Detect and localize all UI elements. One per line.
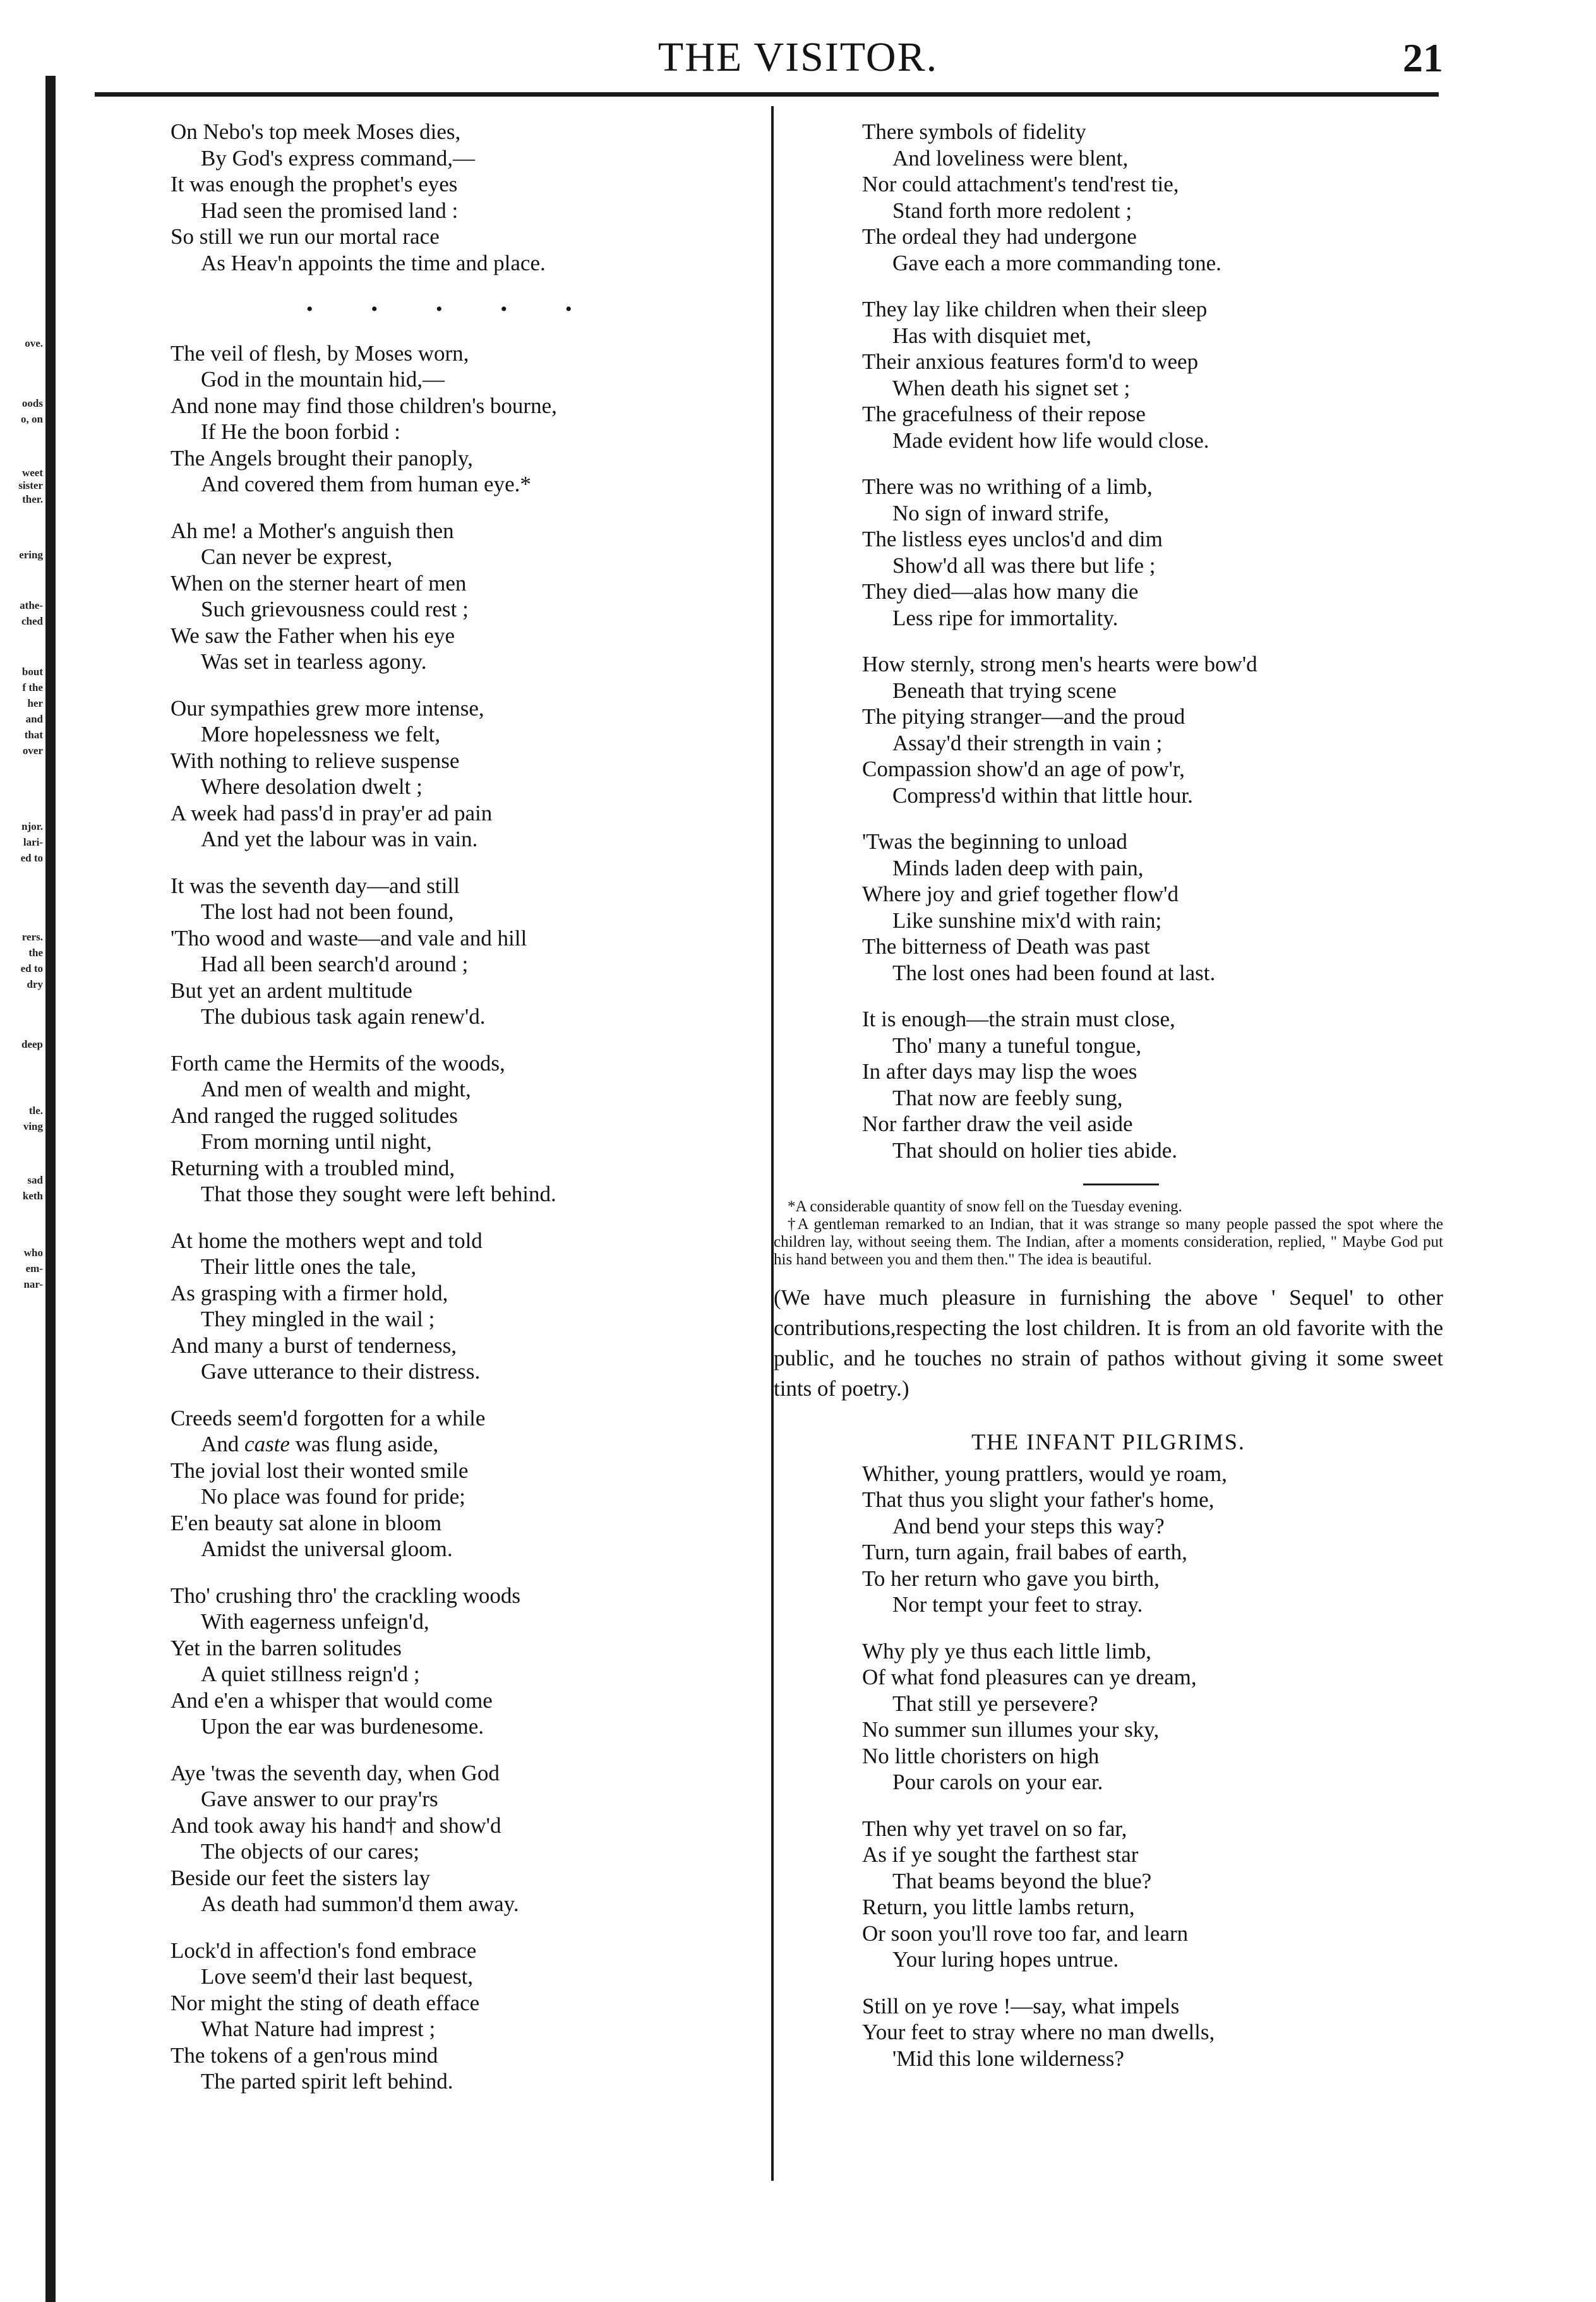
verse-line: There symbols of fidelity (862, 119, 1086, 144)
sequel-poem-continued (862, 119, 1456, 1163)
verse-line: With nothing to relieve suspense (171, 748, 460, 773)
verse-line: Returning with a troubled mind, (171, 1155, 455, 1180)
stanza (171, 1405, 758, 1562)
verse-line: No place was found for pride; (201, 1484, 465, 1509)
column-divider (771, 106, 774, 2181)
verse-line: So still we run our mortal race (171, 224, 440, 249)
verse-line: 'Tho wood and waste—and vale and hill (171, 925, 527, 950)
gutter-fragment: njor. (21, 820, 43, 832)
verse-line: The dubious task again renew'd. (201, 1004, 486, 1029)
infant-pilgrims-poem (862, 1461, 1456, 2072)
verse-line: The veil of flesh, by Moses worn, (171, 340, 469, 366)
verse-line: And covered them from human eye.* (201, 472, 531, 496)
verse-line: How sternly, strong men's hearts were bow'd (862, 652, 1257, 676)
verse-line: Nor farther draw the veil aside (862, 1112, 1133, 1136)
stanza (862, 1816, 1456, 1973)
verse-line: Can never be exprest, (201, 544, 393, 569)
verse-line: That those they sought were left behind. (201, 1182, 556, 1206)
verse-line: And many a burst of tenderness, (171, 1333, 457, 1358)
verse-line: God in the mountain hid,— (201, 367, 445, 392)
stanza (862, 1993, 1456, 2072)
gutter-fragment: sister (18, 479, 43, 491)
verse-line: And men of wealth and might, (201, 1077, 471, 1101)
page-number: 21 (1403, 35, 1443, 80)
verse-line: The jovial lost their wonted smile (171, 1458, 469, 1483)
gutter-fragment: ther. (22, 493, 43, 505)
verse-line: Love seem'd their last bequest, (201, 1964, 474, 1989)
verse-line: It was the seventh day—and still (171, 873, 460, 898)
verse-line: Gave answer to our pray'rs (201, 1787, 438, 1811)
right-column (774, 119, 1456, 2092)
gutter-fragment: rers. (21, 931, 43, 943)
verse-line: Why ply ye thus each little limb, (862, 1638, 1151, 1664)
gutter-fragment: ched (21, 615, 43, 627)
verse-line: Or soon you'll rove too far, and learn (862, 1921, 1189, 1946)
verse-line: More hopelessness we felt, (201, 722, 441, 746)
verse-line: Nor tempt your feet to stray. (892, 1592, 1143, 1617)
verse-line: Of what fond pleasures can ye dream, (862, 1665, 1197, 1689)
verse-line: As death had summon'd them away. (201, 1891, 519, 1916)
verse-line: Whither, young prattlers, would ye roam, (862, 1461, 1227, 1486)
verse-line: Forth came the Hermits of the woods, (171, 1050, 505, 1076)
verse-line: 'Mid this lone wilderness? (892, 2046, 1124, 2071)
stanza (862, 651, 1456, 808)
verse-line: Turn, turn again, frail babes of earth, (862, 1540, 1187, 1564)
gutter-fragment: em- (25, 1262, 43, 1274)
gutter-fragment: sad (27, 1174, 43, 1186)
verse-line: That still ye persevere? (892, 1691, 1098, 1716)
stanza (862, 1461, 1456, 1618)
verse-line: Our sympathies grew more intense, (171, 695, 484, 721)
gutter-fragments (0, 0, 44, 2302)
stanza (171, 1938, 758, 2095)
left-column (171, 119, 758, 2115)
verse-line: Yet in the barren solitudes (171, 1635, 402, 1660)
poem-title-infant-pilgrims: THE INFANT PILGRIMS. (971, 1429, 1245, 1454)
verse-line: Made evident how life would close. (892, 428, 1209, 453)
verse-line: Minds laden deep with pain, (892, 855, 1144, 880)
stanza (862, 474, 1456, 631)
verse-line: Had seen the promised land : (201, 198, 459, 223)
stanza (171, 1760, 758, 1917)
verse-line: As Heav'n appoints the time and place. (201, 250, 546, 275)
gutter-fragment: who (23, 1247, 43, 1259)
gutter-fragment: f the (22, 681, 43, 693)
gutter-fragment: o, on (21, 413, 43, 425)
stanza (171, 518, 758, 675)
verse-line: From morning until night, (201, 1129, 432, 1154)
verse-line: The pitying stranger—and the proud (862, 704, 1185, 729)
verse-line: And e'en a whisper that would come (171, 1688, 493, 1713)
verse-line: And loveliness were blent, (892, 145, 1129, 171)
verse-line: The lost had not been found, (201, 899, 454, 924)
gutter-fragment: the (28, 947, 43, 959)
verse-line: Such grievousness could rest ; (201, 597, 469, 621)
verse-line: But yet an ardent multitude (171, 978, 412, 1003)
verse-line: Nor could attachment's tend'rest tie, (862, 172, 1179, 196)
stanza (171, 1583, 758, 1740)
verse-line: The tokens of a gen'rous mind (171, 2042, 438, 2068)
gutter-fragment: ering (19, 549, 43, 561)
verse-line: Your luring hopes untrue. (892, 1947, 1119, 1972)
binding-spine (45, 76, 56, 2302)
gutter-fragment: weet (21, 467, 43, 479)
gutter-fragment: athe- (20, 599, 43, 611)
gutter-fragment: ove. (25, 337, 43, 349)
verse-line: Tho' crushing thro' the crackling woods (171, 1583, 521, 1608)
verse-line: Ah me! a Mother's anguish then (171, 518, 454, 543)
verse-line: Amidst the universal gloom. (201, 1537, 453, 1561)
verse-line: Your feet to stray where no man dwells, (862, 2020, 1215, 2044)
verse-line: A week had pass'd in pray'er ad pain (171, 800, 493, 825)
gutter-fragment: oods (21, 397, 43, 409)
footnotes (774, 1198, 1443, 1269)
verse-line: A quiet stillness reign'd ; (201, 1662, 420, 1686)
stanza (862, 829, 1456, 986)
stanza (171, 119, 758, 276)
verse-line: Beneath that trying scene (892, 678, 1117, 703)
verse-line: And caste was flung aside, (201, 1432, 439, 1456)
verse-line: The Angels brought their panoply, (171, 445, 473, 471)
verse-line: Their anxious features form'd to weep (862, 349, 1199, 374)
verse-line: The ordeal they had undergone (862, 224, 1137, 249)
verse-line: As if ye sought the farthest star (862, 1842, 1139, 1867)
verse-line: Return, you little lambs return, (862, 1895, 1135, 1919)
verse-line: Still on ye rove !—say, what impels (862, 1993, 1180, 2018)
gutter-fragment: deep (21, 1038, 43, 1050)
verse-line: No summer sun illumes your sky, (862, 1717, 1160, 1742)
stanza (862, 1006, 1456, 1163)
verse-line: On Nebo's top meek Moses dies, (171, 119, 461, 144)
verse-line: There was no writhing of a limb, (862, 474, 1153, 499)
gutter-fragment: over (22, 745, 43, 757)
stanza (171, 695, 758, 853)
verse-line: No sign of inward strife, (892, 500, 1110, 525)
verse-line: The parted spirit left behind. (201, 2069, 453, 2094)
verse-line: That thus you slight your father's home, (862, 1487, 1215, 1512)
verse-line: Pour carols on your ear. (892, 1770, 1103, 1794)
verse-line: The objects of our cares; (201, 1839, 419, 1864)
verse-line: Tho' many a tuneful tongue, (892, 1033, 1142, 1058)
header-rule (95, 92, 1439, 97)
verse-line: By God's express command,— (201, 145, 476, 171)
verse-line: When on the sterner heart of men (171, 570, 467, 596)
footnote-indian: †A gentleman remarked to an Indian, that it was strange so many people passed the spot where the children lay, without seeing them. The Indian, after a moments consideration, replied, " Maybe God put his hand between you and them then." The idea is beautiful. (774, 1216, 1443, 1268)
verse-line: Compassion show'd an age of pow'r, (862, 757, 1185, 781)
stanza (171, 873, 758, 1030)
stanza (862, 1638, 1456, 1795)
verse-line: At home the mothers wept and told (171, 1228, 483, 1253)
verse-line: To her return who gave you birth, (862, 1566, 1160, 1591)
gutter-fragment: ed to (20, 852, 43, 864)
section-break-stars: ••••• (306, 299, 630, 320)
verse-line: And bend your steps this way? (892, 1513, 1165, 1538)
gutter-fragment: dry (27, 978, 43, 990)
verse-line: And ranged the rugged solitudes (171, 1103, 458, 1128)
verse-line: That now are feebly sung, (892, 1085, 1123, 1110)
verse-line: They died—alas how many die (862, 579, 1139, 604)
gutter-fragment: that (24, 729, 43, 741)
gutter-fragment: and (25, 713, 43, 725)
verse-line: When death his signet set ; (892, 375, 1131, 400)
verse-line: Was set in tearless agony. (201, 649, 427, 674)
page-title: THE VISITOR. (657, 34, 939, 80)
verse-line: They lay like children when their sleep (862, 297, 1208, 321)
verse-line: E'en beauty sat alone in bloom (171, 1510, 442, 1535)
gutter-fragment: keth (22, 1190, 43, 1202)
verse-line: The lost ones had been found at last. (892, 960, 1216, 985)
stanza (862, 119, 1456, 276)
verse-line: Less ripe for immortality. (892, 605, 1119, 630)
verse-line: 'Twas the beginning to unload (862, 829, 1127, 854)
verse-line: The listless eyes unclos'd and dim (862, 527, 1163, 551)
verse-line: Assay'd their strength in vain ; (892, 730, 1163, 755)
verse-line: Creeds seem'd forgotten for a while (171, 1405, 486, 1430)
footnote-snow: *A considerable quantity of snow fell on the Tuesday evening. (788, 1198, 1182, 1215)
verse-line: In after days may lisp the woes (862, 1059, 1137, 1084)
verse-line: And none may find those children's bourne, (171, 393, 557, 418)
verse-line: Then why yet travel on so far, (862, 1816, 1127, 1841)
verse-line: What Nature had imprest ; (201, 2017, 436, 2041)
verse-line: As grasping with a firmer hold, (171, 1280, 448, 1305)
verse-line: Their little ones the tale, (201, 1254, 417, 1279)
verse-line: No little choristers on high (862, 1743, 1100, 1768)
gutter-fragment: her (27, 697, 43, 709)
verse-line: Nor might the sting of death efface (171, 1990, 480, 2015)
editor-note: (We have much pleasure in furnishing the above ' Sequel' to other contributions,respecting the lost children. It is from an old favorite with the public, and he touches no strain of pathos without giving it some sweet tints of poetry.) (774, 1285, 1443, 1401)
verse-line: The gracefulness of their repose (862, 402, 1146, 426)
stanza (862, 296, 1456, 453)
verse-line: Had all been search'd around ; (201, 952, 469, 976)
verse-line: The bitterness of Death was past (862, 934, 1150, 959)
gutter-fragment: nar- (23, 1278, 43, 1290)
stanza (171, 1228, 758, 1385)
verse-line: And took away his hand† and show'd (171, 1813, 501, 1838)
verse-line: Upon the ear was burdenesome. (201, 1714, 484, 1739)
verse-line: Compress'd within that little hour. (892, 782, 1193, 808)
stanza (171, 340, 758, 498)
verse-line: Aye 'twas the seventh day, when God (171, 1760, 500, 1785)
verse-line: Has with disquiet met, (892, 323, 1091, 348)
verse-line: Where desolation dwelt ; (201, 774, 423, 799)
verse-line: And yet the labour was in vain. (201, 827, 478, 851)
stanza (171, 1050, 758, 1208)
gutter-fragment: lari- (23, 836, 43, 848)
gutter-fragment: ving (23, 1120, 43, 1132)
verse-line: Lock'd in affection's fond embrace (171, 1938, 477, 1963)
gutter-fragment: ed to (20, 962, 43, 974)
verse-line: We saw the Father when his eye (171, 623, 455, 648)
verse-line: Where joy and grief together flow'd (862, 882, 1179, 906)
verse-line: It was enough the prophet's eyes (171, 172, 458, 196)
verse-line: Stand forth more redolent ; (892, 198, 1132, 223)
gutter-fragment: bout (21, 666, 43, 678)
gutter-fragment: tle. (28, 1105, 43, 1117)
verse-line: It is enough—the strain must close, (862, 1007, 1175, 1031)
verse-line: That beams beyond the blue? (892, 1868, 1152, 1893)
verse-line: With eagerness unfeign'd, (201, 1609, 429, 1634)
verse-line: Gave each a more commanding tone. (892, 250, 1221, 275)
verse-line: That should on holier ties abide. (892, 1137, 1178, 1163)
footnote-rule (1083, 1184, 1159, 1185)
verse-line: Beside our feet the sisters lay (171, 1865, 431, 1890)
verse-line: Show'd all was there but life ; (892, 553, 1156, 578)
verse-line: Gave utterance to their distress. (201, 1359, 481, 1384)
verse-line: Like sunshine mix'd with rain; (892, 908, 1162, 933)
verse-line: They mingled in the wail ; (201, 1307, 435, 1331)
verse-line: If He the boon forbid : (201, 419, 400, 444)
